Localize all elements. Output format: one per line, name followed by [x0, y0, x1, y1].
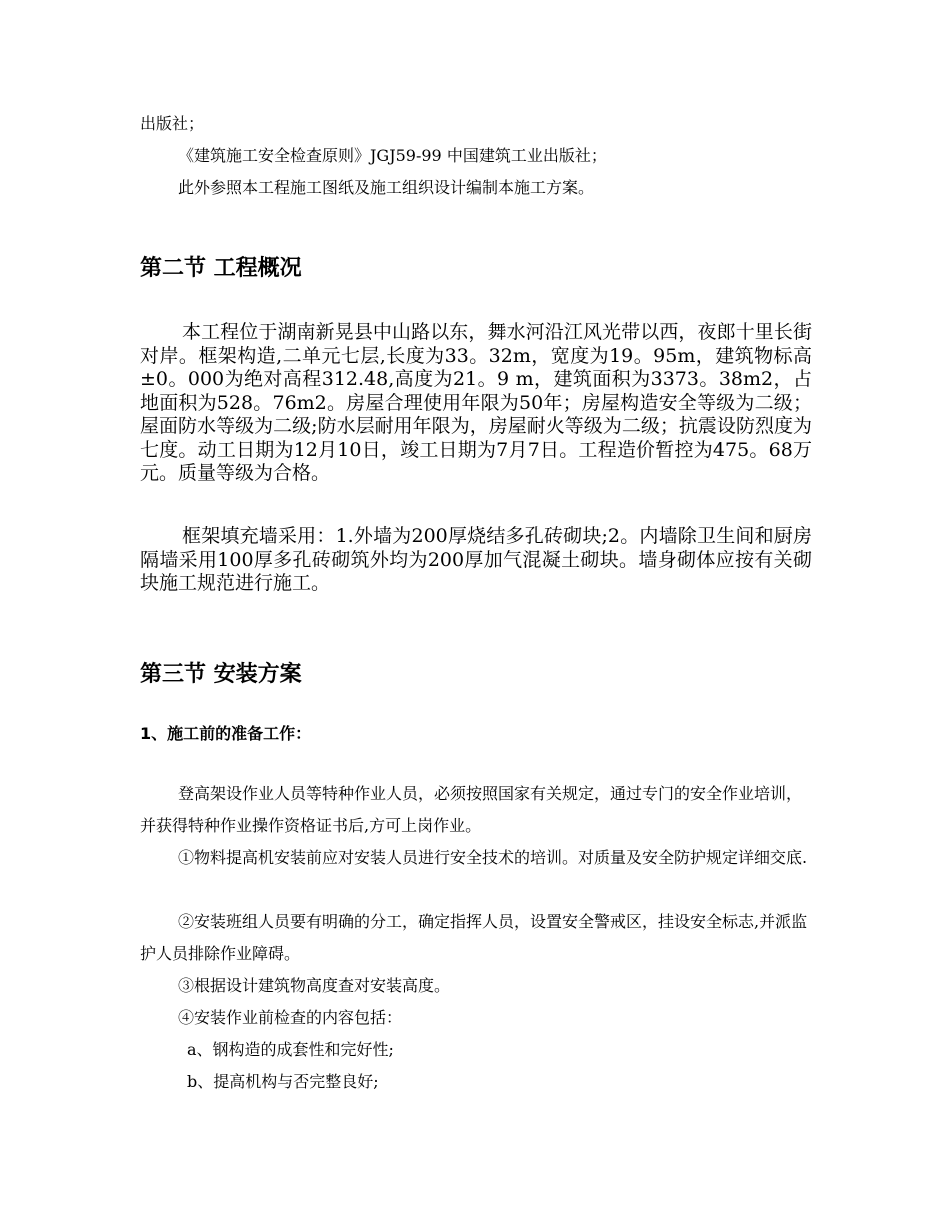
list-item-height-check: ③根据设计建筑物高度查对安装高度。 — [178, 976, 451, 995]
section-heading-project-overview: 第二节 工程概况 — [140, 256, 302, 281]
reference-line-drawings: 此外参照本工程施工图纸及施工组织设计编制本施工方案。 — [178, 178, 595, 197]
reference-line-jgj59: 《建筑施工安全检查原则》JGJ59-99 中国建筑工业出版社； — [178, 146, 607, 165]
subheading-preparation: 1、施工前的准备工作： — [140, 724, 312, 743]
sub-item-a: a、钢构造的成套性和完好性; — [187, 1040, 394, 1059]
paragraph-project-overview: 本工程位于湖南新晃县中山路以东，舞水河沿江风光带以西，夜郎十里长街对岸。框架构造,二单元七层,长度为33。32m，宽度为19。95m，建筑物标高±0。000为绝对高程312.48,高度为21。9 m，建筑面积为3373。38m2，占地面积为528。76m2。房屋合理使用年限为50年；房屋构造安全等级为二级；屋面防水等级为二级;防水层耐用年限为，房屋耐火等级为二级；抗震设防烈度为七度。动工日期为12月10日，竣工日期为7月7日。工程造价暂控为475。68万元。质量等级为合格。 — [140, 321, 812, 484]
list-item-training: ①物料提高机安装前应对安装人员进行安全技术的培训。对质量及安全防护规定详细交底. — [178, 848, 808, 867]
paragraph-infill-walls: 框架填充墙采用：1.外墙为200厚烧结多孔砖砌块;2。内墙除卫生间和厨房隔墙采用100厚多孔砖砌筑外均为200厚加气混凝土砌块。墙身砌体应按有关砌块施工规范进行施工。 — [140, 525, 812, 594]
sub-item-b: b、提高机构与否完整良好; — [187, 1072, 379, 1091]
list-item-inspection: ④安装作业前检查的内容包括： — [178, 1008, 403, 1027]
section-heading-installation-plan: 第三节 安装方案 — [140, 662, 302, 687]
paragraph-special-operators: 登高架设作业人员等特种作业人员，必须按照国家有关规定，通过专门的安全作业培训，并获得特种作业操作资格证书后,方可上岗作业。 — [140, 784, 803, 835]
list-item-team-division: ②安装班组人员要有明确的分工，确定指挥人员，设置安全警戒区，挂设安全标志,并派监护人员排除作业障碍。 — [140, 912, 808, 963]
reference-line-publisher: 出版社； — [140, 114, 205, 133]
